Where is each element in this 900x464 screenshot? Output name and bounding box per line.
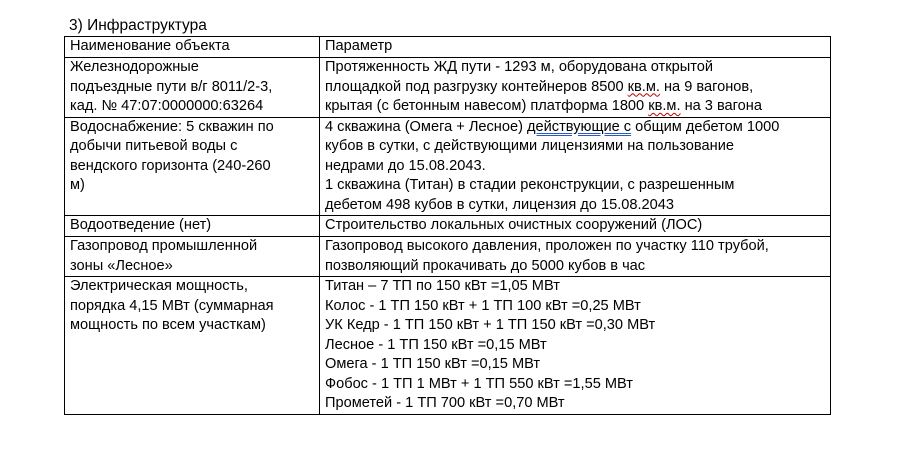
table-row-electric-power xyxy=(65,277,831,415)
sewerage-parameter-line: Строительство локальных очистных сооружений (ЛОС) xyxy=(325,217,703,233)
power-parameter-line: Титан – 7 ТП по 150 кВт =1,05 МВт xyxy=(325,278,560,294)
gas-object-cell xyxy=(65,237,320,277)
header-parameter: Параметр xyxy=(320,37,831,58)
power-parameter-line: Омега - 1 ТП 150 кВт =0,15 МВт xyxy=(325,356,541,372)
power-parameter-cell xyxy=(320,277,831,415)
proofing-mark: действующие с xyxy=(527,118,632,135)
sewerage-parameter-cell xyxy=(320,216,831,237)
railway-parameter-line: Протяженность ЖД пути - 1293 м, оборудована открытой xyxy=(325,59,714,75)
power-object-line: Электрическая мощность, xyxy=(70,278,248,294)
railway-parameter-line: площадкой под разгрузку контейнеров 8500 кв.м. на 9 вагонов, xyxy=(325,78,754,95)
gas-object-line: зоны «Лесное» xyxy=(70,257,173,274)
table-row-sewerage xyxy=(65,216,831,237)
railway-object-line: подъездные пути в/г 8011/2-3, xyxy=(70,78,273,95)
section-title: 3) Инфраструктура xyxy=(69,17,207,34)
water-object-line: м) xyxy=(70,177,85,193)
header-object: Наименование объекта xyxy=(65,37,320,58)
railway-object-line: Железнодорожные xyxy=(70,59,199,75)
table-header-row xyxy=(65,37,831,58)
water-parameter-line: дебетом 498 кубов в сутки, лицензия до 15.08.2043 xyxy=(325,196,675,213)
power-parameter-line: УК Кедр - 1 ТП 150 кВт + 1 ТП 150 кВт =0,30 МВт xyxy=(325,317,656,333)
gas-parameter-line: Газопровод высокого давления, проложен по участку 110 трубой, xyxy=(325,238,769,254)
power-parameter-line: Лесное - 1 ТП 150 кВт =0,15 МВт xyxy=(325,336,547,353)
power-parameter-line: Прометей - 1 ТП 700 кВт =0,70 МВт xyxy=(325,395,565,411)
power-object-line: мощность по всем участкам) xyxy=(70,317,266,333)
table-row-gas-pipeline xyxy=(65,237,831,277)
table-row-railway xyxy=(65,58,831,118)
water-parameter-line: 1 скважина (Титан) в стадии реконструкции, с разрешенным xyxy=(325,177,735,193)
sewerage-object-line: Водоотведение (нет) xyxy=(70,217,212,233)
power-parameter-line: Фобос - 1 ТП 1 МВт + 1 ТП 550 кВт =1,55 МВт xyxy=(325,375,633,392)
gas-object-line: Газопровод промышленной xyxy=(70,238,258,254)
proofing-mark: кв.м. xyxy=(648,98,681,114)
railway-object-cell xyxy=(65,58,320,118)
infrastructure-table xyxy=(64,36,831,415)
railway-parameter-cell xyxy=(320,58,831,118)
water-object-line: Водоснабжение: 5 скважин по xyxy=(70,118,274,135)
water-parameter-line: недрами до 15.08.2043. xyxy=(325,157,486,174)
gas-parameter-cell xyxy=(320,237,831,277)
power-object-line: порядка 4,15 МВт (суммарная xyxy=(70,297,274,314)
railway-parameter-line: крытая (с бетонным навесом) платформа 1800 кв.м. на 3 вагона xyxy=(325,98,762,114)
water-parameter-line: 4 скважина (Омега + Лесное) действующие с общим дебетом 1000 xyxy=(325,118,780,135)
power-parameter-line: Колос - 1 ТП 150 кВт + 1 ТП 100 кВт =0,25 МВт xyxy=(325,297,641,314)
water-object-cell xyxy=(65,117,320,216)
proofing-mark: кв.м. xyxy=(627,78,660,95)
water-object-line: вендского горизонта (240-260 xyxy=(70,157,271,174)
gas-parameter-line: позволяющий прокачивать до 5000 кубов в час xyxy=(325,257,646,274)
water-parameter-cell xyxy=(320,117,831,216)
railway-object-line: кад. № 47:07:0000000:63264 xyxy=(70,98,264,114)
water-parameter-line: кубов в сутки, с действующими лицензиями на пользование xyxy=(325,138,734,154)
table-row-water-supply xyxy=(65,117,831,216)
water-object-line: добычи питьевой воды с xyxy=(70,138,238,154)
sewerage-object-cell xyxy=(65,216,320,237)
power-object-cell xyxy=(65,277,320,415)
